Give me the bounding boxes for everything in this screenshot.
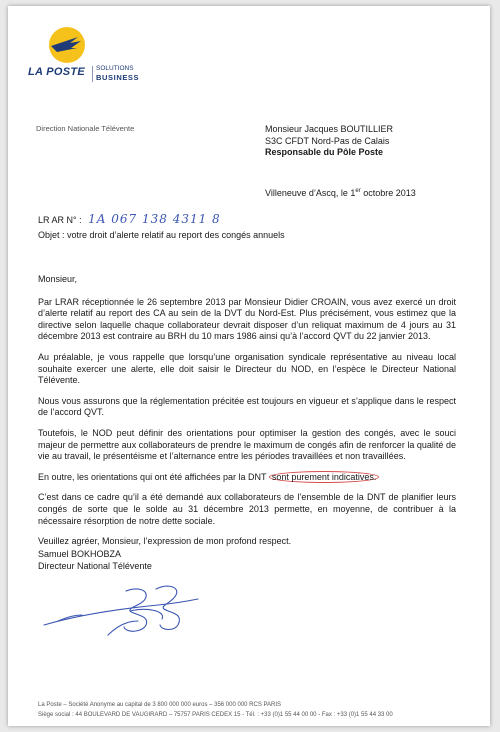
date-suffix: octobre 2013 <box>360 188 416 198</box>
recipient-org: S3C CFDT Nord-Pas de Calais <box>265 135 390 146</box>
logo-separator <box>92 66 93 82</box>
la-poste-logo <box>26 26 166 86</box>
handwritten-signature <box>38 581 238 639</box>
paragraph-4: Toutefois, le NOD peut définir des orientations pour optimiser la gestion des congés, avec le souci majeur de permettre aux collaborateurs de prendre le maximum de congés afin de renforcer la qualité de vie au travail, le présentéisme et l’alternance entre les périodes travaillées et non travaillées. <box>38 427 456 462</box>
signer-block <box>38 549 152 572</box>
la-poste-bird-icon <box>44 26 90 64</box>
greeting: Monsieur, <box>38 274 78 284</box>
recipient-name: Monsieur Jacques BOUTILLIER <box>265 124 394 134</box>
recipient-block <box>265 124 393 159</box>
lrar-number: 1A 067 138 4311 8 <box>88 212 221 226</box>
signer-title: Directeur National Télévente <box>38 560 152 571</box>
date-sup: er <box>355 188 361 194</box>
logo-name: LA POSTE <box>28 66 85 78</box>
paragraph-5-start: En outre, les orientations qui ont été affichées par la DNT <box>38 471 267 482</box>
footer-line-1: La Poste – Société Anonyme au capital de 3 800 000 000 euros – 356 000 000 RCS PARIS <box>38 702 282 708</box>
paragraph-1: Par LRAR réceptionnée le 26 septembre 2013 par Monsieur Didier CROAIN, vous avez exercé un droit d’alerte relatif au report des CA au sein de la DVT du Nord-Est. Plus précisément, vous estimez que la directive selon laquelle chaque collaborateur devrait disposer d’un reliquat maximum de 4 jours au 31 décembre 2013 est contraire au BRH du 10 mars 1986 ainsi qu’à l’accord QVT du 22 janvier 2013. <box>38 296 456 342</box>
paragraph-3: Nous vous assurons que la réglementation précitée est toujours en vigueur et s’applique dans le respect de l’accord QVT. <box>38 395 456 418</box>
recipient-role: Responsable du Pôle Poste <box>265 147 384 157</box>
letter-body <box>38 274 456 557</box>
date-line <box>265 188 416 198</box>
signer-name: Samuel BOKHOBZA <box>38 549 122 559</box>
highlighted-phrase: sont purement indicatives. <box>269 471 380 483</box>
letter-page <box>8 6 490 726</box>
paragraph-5 <box>38 472 456 484</box>
paragraph-2: Au préalable, je vous rappelle que lorsqu’une organisation syndicale représentative au niveau local souhaite exercer une alerte, elle doit saisir le Directeur du NOD, en l’espèce le Directeur National Télévente. <box>38 351 456 386</box>
lrar-label: LR AR N° : <box>38 215 82 225</box>
letter-subject: Objet : votre droit d’alerte relatif au report des congés annuels <box>38 230 285 240</box>
lrar-line <box>38 212 221 226</box>
sender-department: Direction Nationale Télévente <box>36 124 135 133</box>
footer-line-2: Siège social : 44 BOULEVARD DE VAUGIRARD – 75757 PARIS CEDEX 15 - Tél. : +33 (0)1 55 44 00 00 - Fax : +33 (0)1 55 44 33 00 <box>38 712 393 718</box>
letter-footer <box>38 700 393 720</box>
logo-solutions: SOLUTIONS <box>96 65 134 72</box>
paragraph-6: C’est dans ce cadre qu’il a été demandé aux collaborateurs de l’ensemble de la DNT de planifier leurs congés de sorte que le solde au 31 décembre 2013 permette, en moyenne, de contribuer à la nécessaire résorption de notre dette sociale. <box>38 492 456 526</box>
logo-business: BUSINESS <box>96 73 140 82</box>
date-prefix: Villeneuve d’Ascq, le 1 <box>265 188 356 198</box>
closing: Veuillez agréer, Monsieur, l’expression de mon profond respect. <box>38 536 292 547</box>
